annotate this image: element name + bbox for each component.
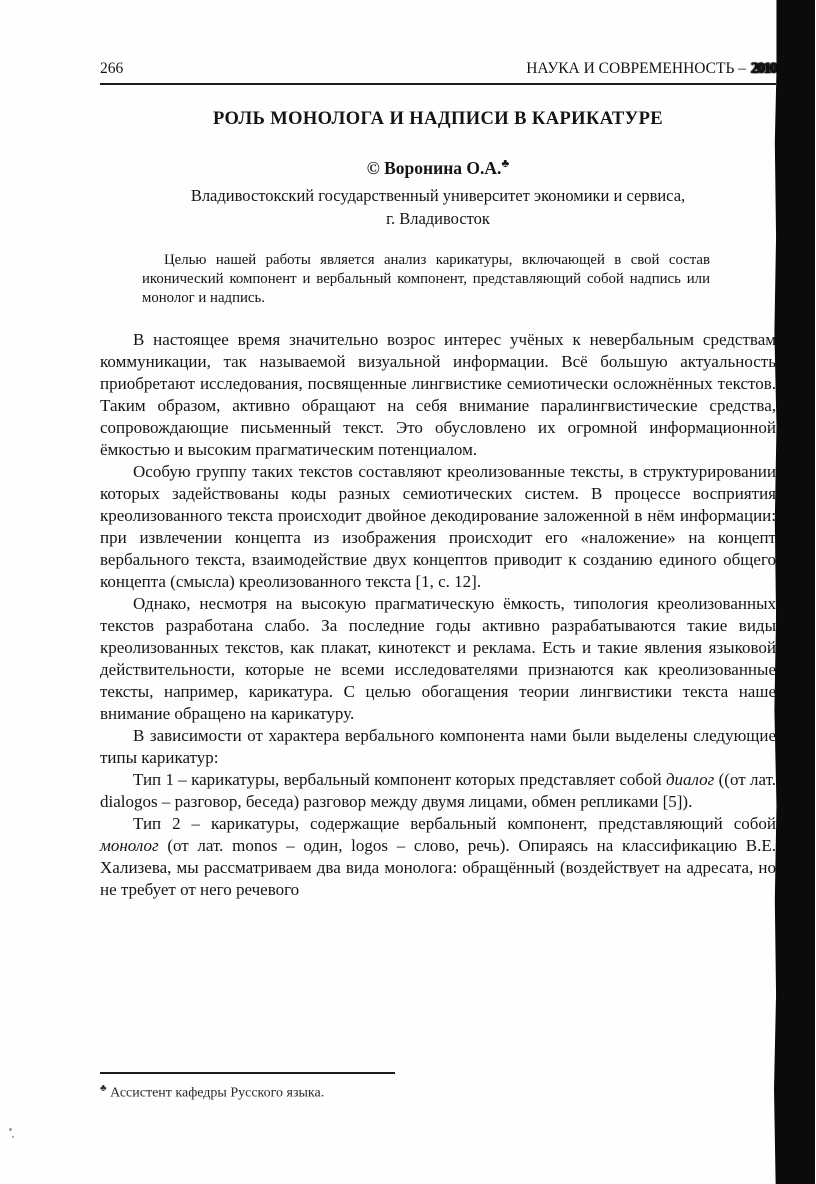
- paragraph: [100, 725, 776, 769]
- footnote-text: [100, 1083, 776, 1102]
- footnote-rule: [100, 1072, 395, 1074]
- paragraph: [100, 769, 776, 813]
- scan-speck: [12, 1136, 14, 1138]
- italic-term: монолог: [100, 835, 159, 855]
- affiliation-city: г. Владивосток: [386, 208, 490, 228]
- paragraph-text: Тип 2 – карикатуры, содержащие вербальный компонент, представляющий собой: [133, 813, 776, 833]
- paragraph: [100, 461, 776, 593]
- footnote-label: Ассистент кафедры Русского языка.: [110, 1085, 325, 1101]
- copyright-author: © Воронина О.А.: [366, 157, 502, 178]
- paragraph-text: Тип 1 – карикатуры, вербальный компонент которых представляет собой: [133, 769, 666, 789]
- affiliation: Владивостокский государственный университет экономики и сервиса,: [190, 185, 686, 205]
- paragraph: [100, 813, 776, 901]
- paragraph: [100, 593, 776, 725]
- scan-speck: [9, 1128, 12, 1131]
- author-footnote-mark: ♣: [501, 156, 510, 170]
- page-content: [100, 0, 776, 901]
- running-title: [526, 60, 776, 78]
- article-title: РОЛЬ МОНОЛОГА И НАДПИСИ В КАРИКАТУРЕ: [212, 109, 664, 129]
- paragraph: [100, 329, 776, 461]
- page-number: 266: [100, 60, 124, 77]
- body-paragraphs: [100, 329, 776, 901]
- footnote-mark: ♣: [100, 1083, 107, 1094]
- scan-binding-band: [774, 0, 815, 1184]
- paragraph-text: Однако, несмотря на высокую прагматическую ёмкость, типология креолизованных текстов разработана слабо. За последние годы активно разрабатываются такие виды креолизованных текстов, как плакат, кинотекст и реклама. Есть и такие явления языковой действительности, которые не всеми исследователями признаются как креолизованные тексты, например, карикатура. С целью обогащения теории лингвистики текста наше внимание обращено на карикатуру.: [100, 593, 776, 723]
- italic-term: диалог: [665, 769, 715, 789]
- paragraph-text: В настоящее время значительно возрос интерес учёных к невербальным средствам коммуникации, так называемой визуальной информации. Всё большую актуальность приобретают исследования, посвященные лингвистике семиотически осложнённых текстов. Таким образом, активно обращают на себя внимание паралингвистические средства, сопровождающие письменный текст. Это обусловлено их огромной информационной ёмкостью и высоким прагматическим потенциалом.: [100, 329, 776, 459]
- author-line: [100, 156, 776, 179]
- paragraph-text: ((от лат. dialogos – разговор, беседа) разговор между двумя лицами, обмен репликами [5]).: [100, 769, 776, 811]
- abstract: Целью нашей работы является анализ карикатуры, включающей в свой состав иконический компонент и вербальный компонент, представляющий собой надпись или монолог и надпись.: [142, 251, 710, 306]
- running-header: [100, 60, 776, 85]
- journal-year: 2010: [751, 60, 776, 77]
- paragraph-text: Особую группу таких текстов составляют креолизованные тексты, в структурировании которых задействованы коды разных семиотических систем. В процессе восприятия креолизованного текста происходит двойное декодирование заложенной в нём информации: при извлечении концепта из изображения происходит его «наложение» на концепт вербального текста, взаимодействие двух концептов приводит к созданию единого общего концепта (смысла) креолизованного текста [1, с. 12].: [100, 461, 776, 591]
- paragraph-text: В зависимости от характера вербального компонента нами были выделены следующие типы карикатур:: [100, 725, 776, 767]
- paragraph-text: (от лат. monos – один, logos – слово, речь). Опираясь на классификацию В.Е. Хализева, мы рассматриваем два вида монолога: обращённый (воздействует на адресата, но не требует от него речевого: [100, 835, 776, 899]
- journal-title: НАУКА И СОВРЕМЕННОСТЬ –: [526, 60, 746, 77]
- footnote-block: [100, 1072, 776, 1102]
